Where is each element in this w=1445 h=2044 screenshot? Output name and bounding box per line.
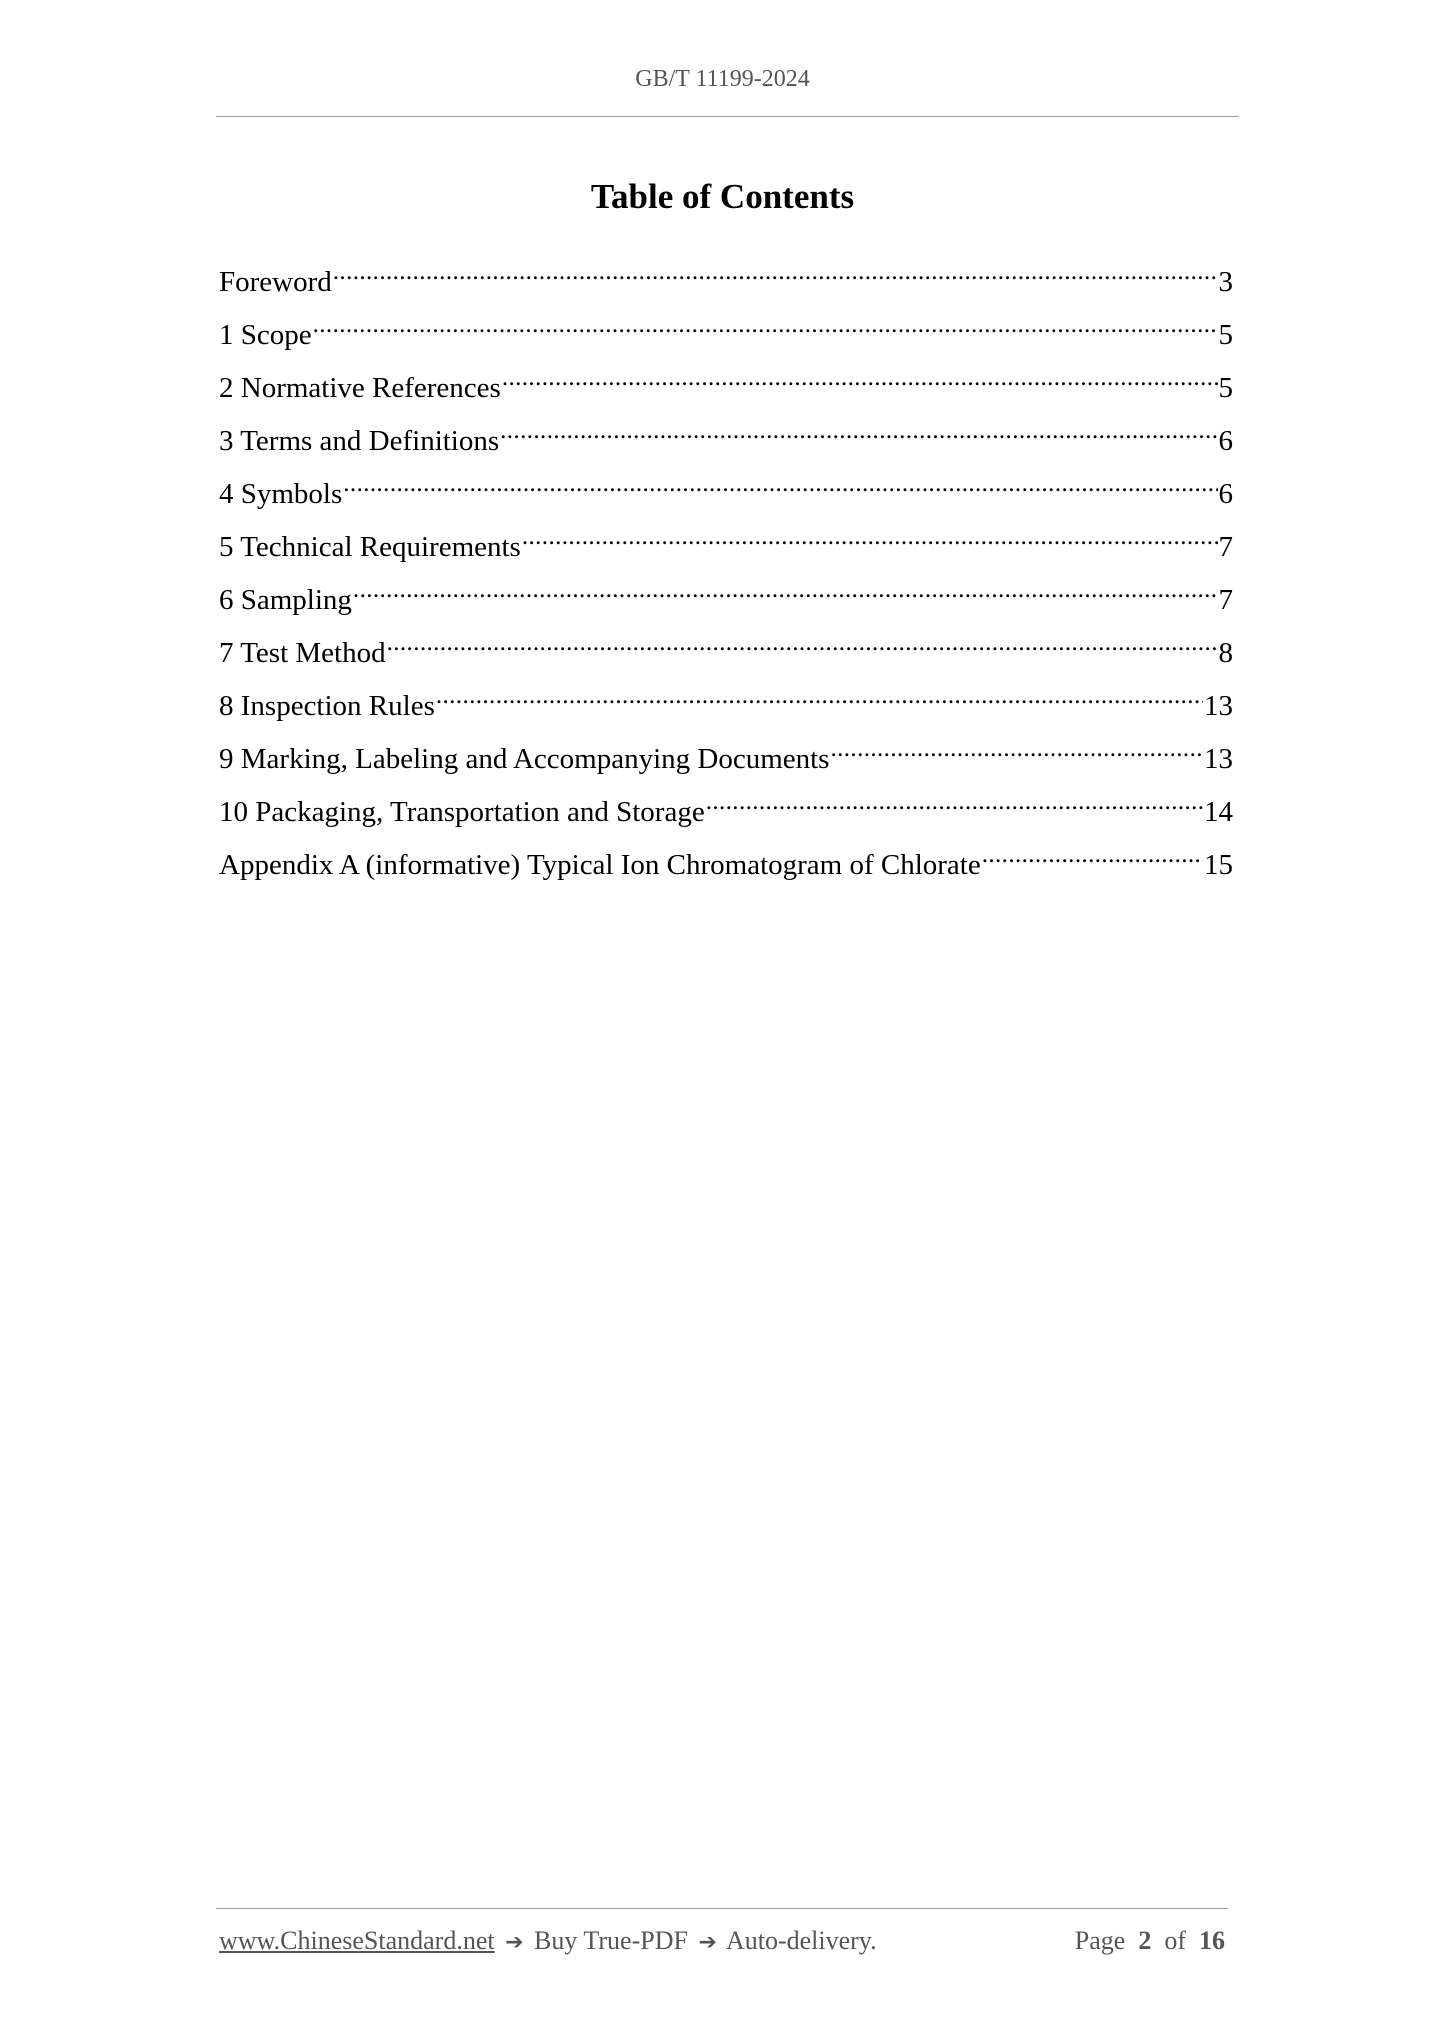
total-pages-number: 16 <box>1199 1926 1225 1955</box>
dot-leader <box>343 465 1217 503</box>
toc-entry-normative-references[interactable] <box>219 359 1233 412</box>
toc-entry-packaging-transport[interactable] <box>219 783 1233 836</box>
arrow-right-icon: ➔ <box>698 1930 717 1955</box>
toc-entry-page: 14 <box>1204 796 1233 828</box>
toc-entry-appendix-a[interactable] <box>219 836 1233 889</box>
dot-leader <box>502 359 1218 397</box>
toc-entry-page: 8 <box>1218 637 1233 669</box>
toc-entry-symbols[interactable] <box>219 465 1233 518</box>
toc-entry-page: 3 <box>1218 266 1233 298</box>
toc-entry-marking-labeling[interactable] <box>219 730 1233 783</box>
dot-leader <box>333 253 1218 291</box>
dot-leader <box>500 412 1217 450</box>
toc-entry-foreword[interactable] <box>219 253 1233 306</box>
toc-entry-label: 4 Symbols <box>219 478 343 510</box>
dot-leader <box>313 306 1218 344</box>
delivery-text: Auto-delivery. <box>725 1926 877 1955</box>
toc-entry-page: 7 <box>1218 531 1233 563</box>
buy-text: Buy True-PDF <box>534 1926 688 1955</box>
toc-entry-label: Appendix A (informative) Typical Ion Chromatogram of Chlorate <box>219 849 981 881</box>
toc-entry-label: 9 Marking, Labeling and Accompanying Documents <box>219 743 830 775</box>
page-footer <box>219 1926 1229 1966</box>
toc-entry-page: 13 <box>1204 743 1233 775</box>
table-of-contents <box>219 253 1233 889</box>
arrow-right-icon: ➔ <box>505 1930 524 1955</box>
page-word: Page <box>1074 1926 1126 1955</box>
toc-entry-page: 15 <box>1204 849 1233 881</box>
toc-entry-label: 8 Inspection Rules <box>219 690 435 722</box>
dot-leader <box>830 730 1203 768</box>
dot-leader <box>387 624 1218 662</box>
toc-entry-label: 10 Packaging, Transportation and Storage <box>219 796 705 828</box>
toc-entry-technical-requirements[interactable] <box>219 518 1233 571</box>
dot-leader <box>436 677 1203 715</box>
toc-entry-page: 5 <box>1218 319 1233 351</box>
dot-leader <box>982 836 1203 874</box>
footer-divider <box>216 1908 1228 1909</box>
page-indicator <box>1075 1926 1225 1956</box>
toc-entry-label: 6 Sampling <box>219 584 352 616</box>
toc-entry-test-method[interactable] <box>219 624 1233 677</box>
running-header: GB/T 11199-2024 <box>635 66 810 92</box>
footer-promo <box>219 1926 877 1956</box>
toc-entry-page: 6 <box>1218 478 1233 510</box>
toc-entry-sampling[interactable] <box>219 571 1233 624</box>
header-divider <box>216 116 1239 117</box>
toc-entry-label: 3 Terms and Definitions <box>219 425 500 457</box>
toc-title: Table of Contents <box>590 177 855 216</box>
toc-entry-page: 6 <box>1218 425 1233 457</box>
dot-leader <box>706 783 1203 821</box>
website-link[interactable]: www.ChineseStandard.net <box>219 1926 495 1955</box>
toc-entry-page: 5 <box>1218 372 1233 404</box>
toc-entry-page: 13 <box>1204 690 1233 722</box>
toc-entry-inspection-rules[interactable] <box>219 677 1233 730</box>
toc-entry-label: 7 Test Method <box>219 637 386 669</box>
toc-entry-label: 2 Normative References <box>219 372 501 404</box>
current-page-number: 2 <box>1138 1926 1152 1955</box>
dot-leader <box>522 518 1218 556</box>
toc-entry-label: Foreword <box>219 266 332 298</box>
toc-entry-label: 1 Scope <box>219 319 312 351</box>
of-word: of <box>1164 1926 1186 1955</box>
toc-entry-terms-definitions[interactable] <box>219 412 1233 465</box>
toc-entry-label: 5 Technical Requirements <box>219 531 521 563</box>
toc-entry-page: 7 <box>1218 584 1233 616</box>
toc-entry-scope[interactable] <box>219 306 1233 359</box>
dot-leader <box>353 571 1218 609</box>
